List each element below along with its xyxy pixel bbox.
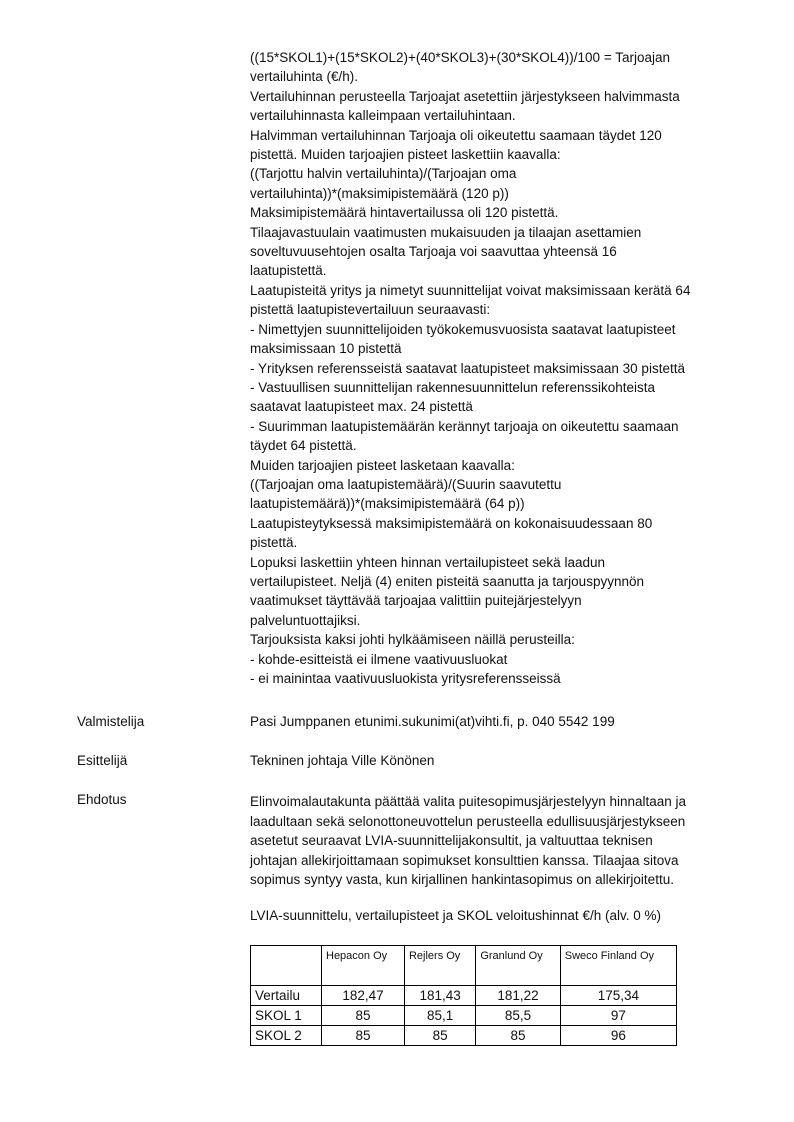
ehdotus-line: asetetut seuraavat LVIA-suunnittelijakonsultit, ja valtuuttaa teknisen	[250, 833, 653, 849]
body-text	[250, 48, 740, 688]
row-label: Vertailu	[251, 986, 322, 1006]
body-line: Lopuksi laskettiin yhteen hinnan vertailupisteet sekä laadun	[250, 554, 605, 570]
body-line: Vertailuhinnan perusteella Tarjoajat asetettiin järjestykseen halvimmasta	[250, 88, 680, 104]
body-line: vaatimukset täyttävää tarjoajaa valittiin puitejärjestelyyn	[250, 593, 582, 609]
price-table	[250, 945, 677, 1046]
body-line: - Suurimman laatupistemäärän kerännyt tarjoaja on oikeutettu saamaan	[250, 418, 679, 434]
table-header-cell: Sweco Finland Oy	[560, 946, 676, 986]
table-header-cell: Hepacon Oy	[322, 946, 405, 986]
body-line: vertailupisteet. Neljä (4) eniten pisteitä saanutta ja tarjouspyynnön	[250, 573, 644, 589]
body-line: - ei mainintaa vaativuusluokista yritysreferensseissä	[250, 671, 561, 686]
table-cell: 85,5	[476, 1006, 560, 1026]
body-line: laatupistemäärä))*(maksimipistemäärä (64 p))	[250, 496, 525, 512]
table-row	[251, 1006, 677, 1026]
table-cell: 85	[404, 1026, 475, 1046]
valmistelija-label: Valmistelija	[77, 714, 145, 729]
ehdotus-text	[250, 792, 686, 890]
body-line: - kohde-esitteistä ei ilmene vaativuusluokat	[250, 651, 508, 667]
table-row	[251, 986, 677, 1006]
body-line: Laatupisteitä yritys ja nimetyt suunnittelijat voivat maksimissaan kerätä 64	[250, 282, 691, 298]
body-line: Tilaajavastuulain vaatimusten mukaisuuden ja tilaajan asettamien	[250, 224, 642, 240]
body-line: Muiden tarjoajien pisteet lasketaan kaavalla:	[250, 457, 515, 473]
table-cell: 175,34	[560, 986, 676, 1006]
ehdotus-line: sopimus syntyy vasta, kun kirjallinen hankintasopimus on allekirjoitettu.	[250, 872, 674, 888]
body-line: Maksimipistemäärä hintavertailussa oli 120 pistettä.	[250, 205, 559, 221]
body-line: Tarjouksista kaksi johti hylkäämiseen näillä perusteilla:	[250, 632, 575, 648]
body-line: vertailuhinta))*(maksimipistemäärä (120 p))	[250, 185, 509, 201]
body-line: - Vastuullisen suunnittelijan rakennesuunnittelun referenssikohteista	[250, 379, 655, 395]
table-header-cell	[251, 946, 322, 986]
ehdotus-line: Elinvoimalautakunta päättää valita puitesopimusjärjestelyyn hinnaltaan ja	[250, 794, 687, 809]
body-line: Halvimman vertailuhinnan Tarjoaja oli oikeutettu saamaan täydet 120	[250, 127, 662, 143]
body-line: Laatupisteytyksessä maksimipistemäärä on kokonaisuudessaan 80	[250, 515, 653, 531]
table-row	[251, 1026, 677, 1046]
body-line: maksimissaan 10 pistettä	[250, 341, 402, 357]
esittelija-label: Esittelijä	[77, 753, 128, 768]
table-header-row	[251, 946, 677, 986]
body-line: palveluntuottajiksi.	[250, 612, 361, 628]
esittelija-value: Tekninen johtaja Ville Könönen	[250, 753, 435, 768]
table-cell: 85,1	[404, 1006, 475, 1026]
body-line: vertailuhinta (€/h).	[250, 69, 359, 85]
body-line: ((Tarjoajan oma laatupistemäärä)/(Suurin saavutettu	[250, 476, 562, 492]
body-line: - Yrityksen referensseistä saatavat laatupisteet maksimissaan 30 pistettä	[250, 360, 685, 376]
table-header-cell: Granlund Oy	[476, 946, 560, 986]
ehdotus-line: laadultaan sekä selonottoneuvottelun perusteella edullisuusjärjestykseen	[250, 813, 686, 829]
body-line: ((Tarjottu halvin vertailuhinta)/(Tarjoajan oma	[250, 166, 517, 182]
body-line: pistettä.	[250, 535, 298, 551]
table-cell: 85	[476, 1026, 560, 1046]
table-cell: 182,47	[322, 986, 405, 1006]
body-line: soveltuvuusehtojen osalta Tarjoaja voi saavuttaa yhteensä 16	[250, 244, 617, 260]
body-line: saatavat laatupisteet max. 24 pistettä	[250, 399, 473, 415]
table-cell: 96	[560, 1026, 676, 1046]
body-line: pistettä laatupistevertailuun seuraavasti:	[250, 302, 491, 318]
body-line: vertailuhinnasta kalleimpaan vertailuhintaan.	[250, 108, 516, 124]
table-cell: 181,22	[476, 986, 560, 1006]
body-line: pistettä. Muiden tarjoajien pisteet laskettiin kaavalla:	[250, 147, 561, 163]
table-caption: LVIA-suunnittelu, vertailupisteet ja SKOL veloitushinnat €/h (alv. 0 %)	[250, 908, 661, 923]
valmistelija-value: Pasi Jumppanen etunimi.sukunimi(at)vihti.fi, p. 040 5542 199	[250, 714, 615, 729]
body-line: - Nimettyjen suunnittelijoiden työkokemusvuosista saatavat laatupisteet	[250, 321, 676, 337]
row-label: SKOL 1	[251, 1006, 322, 1026]
body-line: ((15*SKOL1)+(15*SKOL2)+(40*SKOL3)+(30*SKOL4))/100 = Tarjoajan	[250, 50, 670, 65]
body-line: täydet 64 pistettä.	[250, 438, 357, 454]
row-label: SKOL 2	[251, 1026, 322, 1046]
table-header-cell: Rejlers Oy	[404, 946, 475, 986]
body-line: laatupistettä.	[250, 263, 327, 279]
table-cell: 85	[322, 1006, 405, 1026]
ehdotus-line: johtajan allekirjoittamaan sopimukset konsulttien kanssa. Tilaajaa sitova	[250, 852, 679, 868]
table-cell: 181,43	[404, 986, 475, 1006]
ehdotus-label: Ehdotus	[77, 792, 127, 807]
table-cell: 85	[322, 1026, 405, 1046]
table-cell: 97	[560, 1006, 676, 1026]
